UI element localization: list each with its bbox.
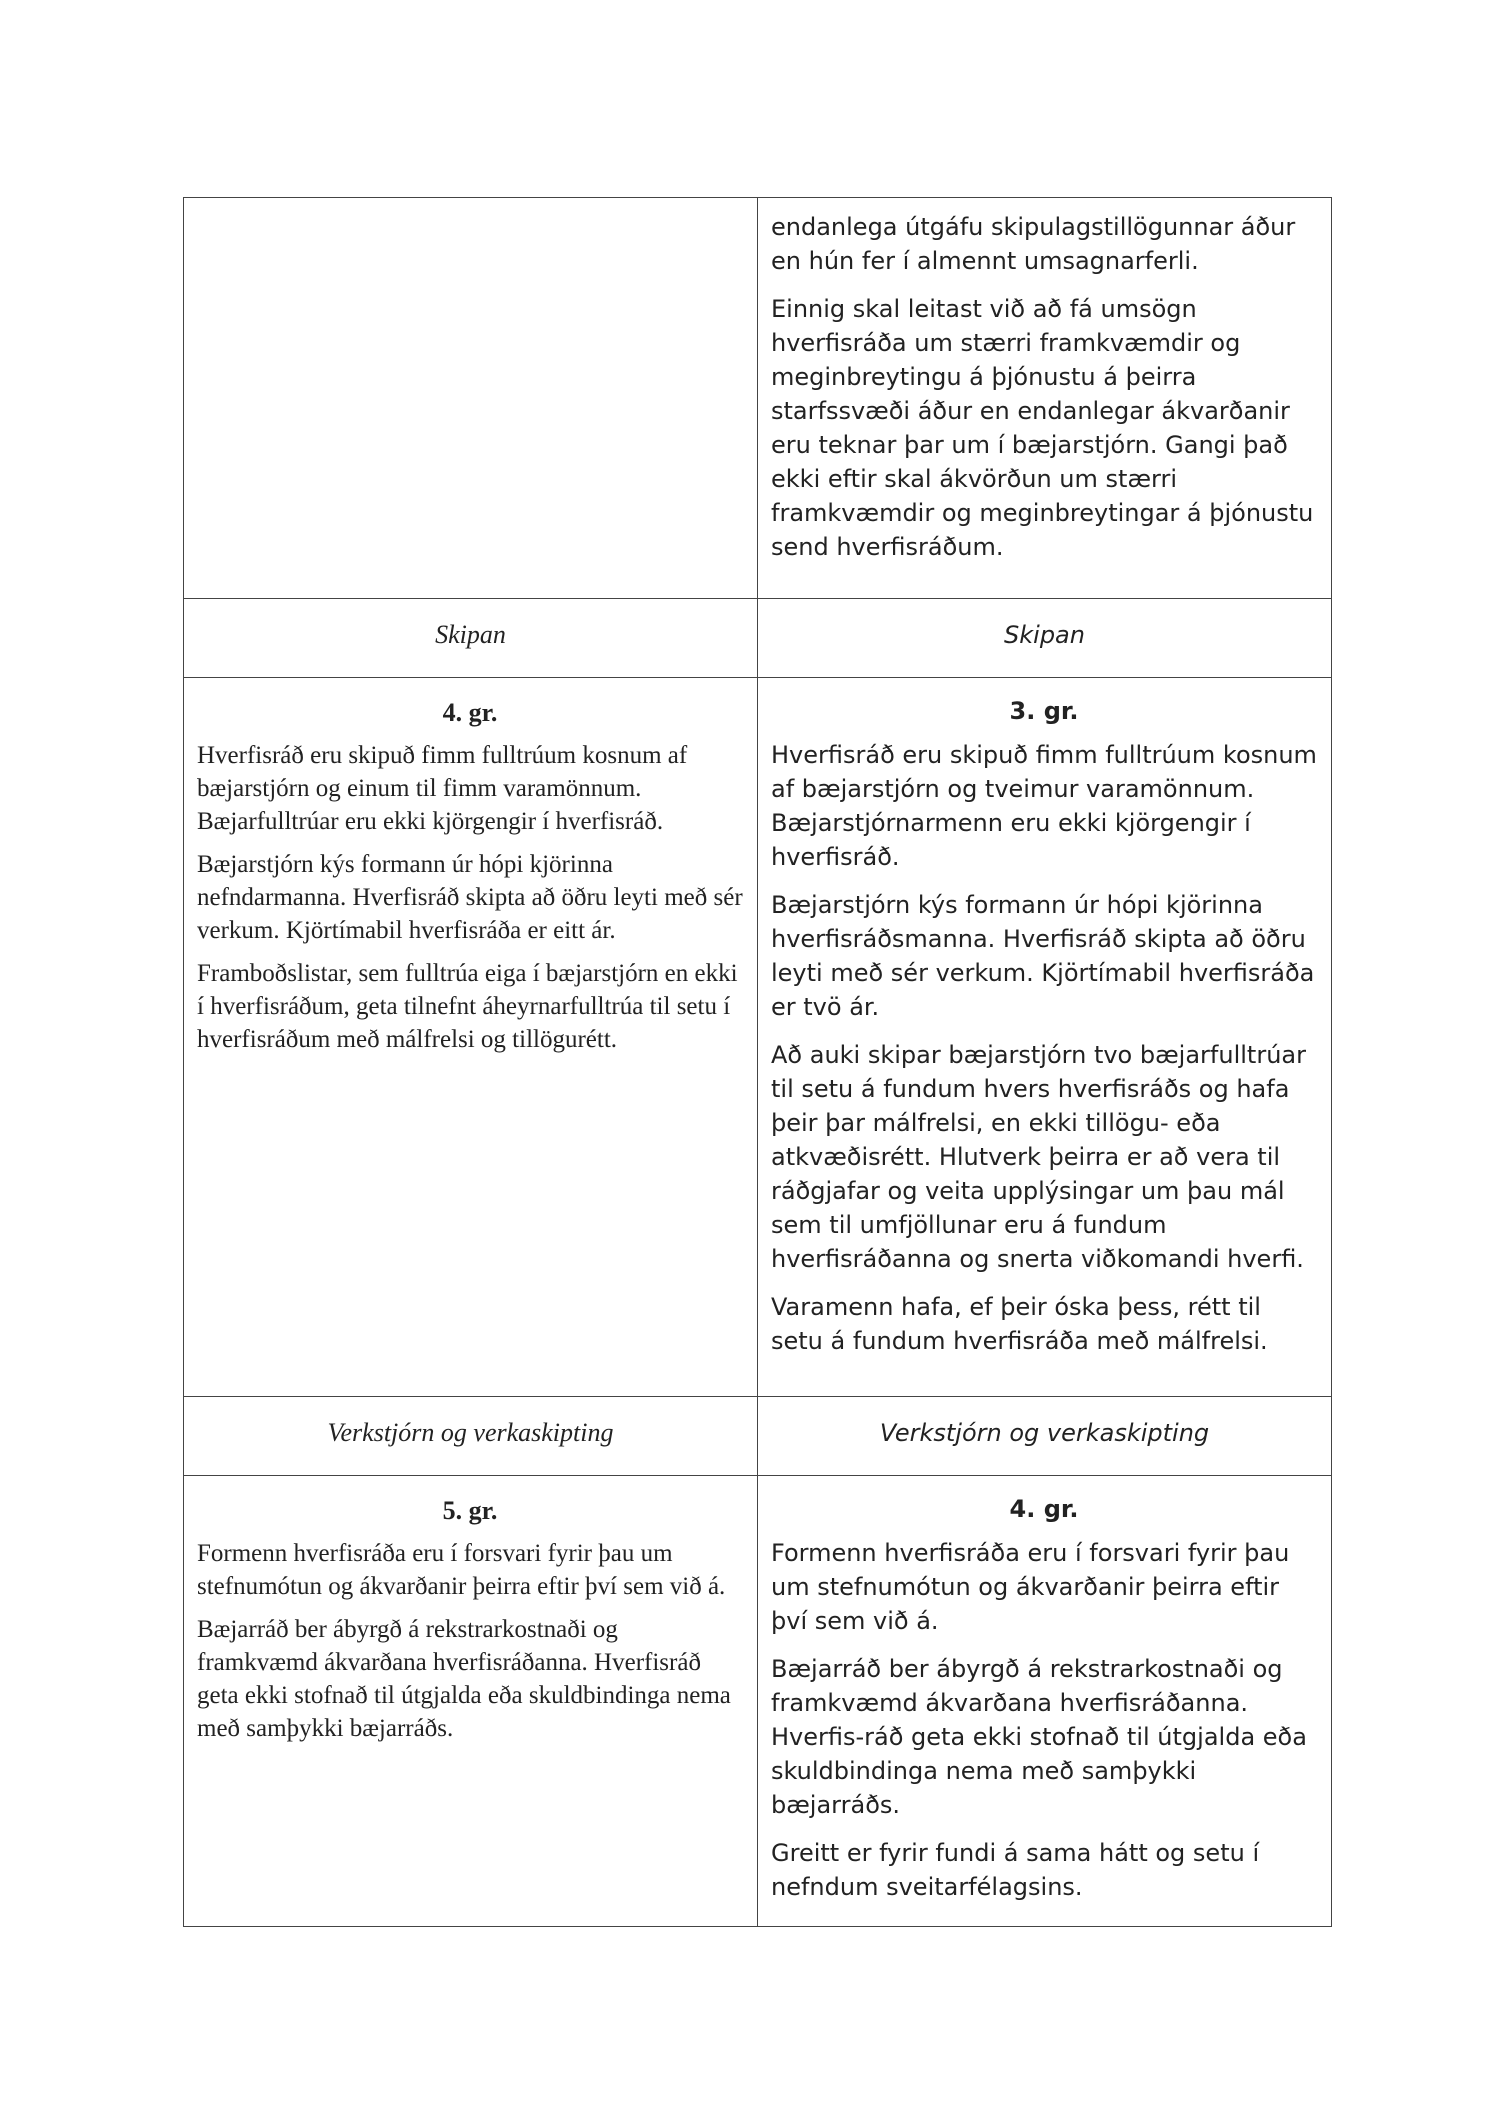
left-section-heading-cell	[184, 1397, 758, 1476]
table-row	[184, 599, 1332, 678]
table-row	[184, 678, 1332, 1397]
paragraph: Greitt er fyrir fundi á sama hátt og setu í nefndum sveitarfélagsins.	[771, 1839, 1260, 1901]
paragraph: Hverfisráð eru skipuð fimm fulltrúum kosnum af bæjarstjórn og tveimur varamönnum. Bæjarstjórnarmenn eru ekki kjörgengir í hverfisráð.	[771, 741, 1317, 871]
paragraph: endanlega útgáfu skipulagstillögunnar áður en hún fer í almennt umsagnarferli.	[771, 213, 1296, 275]
table-row	[184, 1476, 1332, 1927]
left-article-cell	[184, 678, 758, 1397]
article-number: 3. gr.	[1009, 697, 1079, 725]
paragraph: Að auki skipar bæjarstjórn tvo bæjarfulltrúar til setu á fundum hvers hverfisráðs og hafa þeir þar málfrelsi, en ekki tillögu- eða atkvæðisrétt. Hlutverk þeirra er að vera til ráðgjafar og veita upplýsingar um þau mál sem til umfjöllunar eru á fundum hverfisráðanna og snerta viðkomandi hverfi.	[771, 1041, 1306, 1273]
right-section-heading-cell	[758, 599, 1332, 678]
section-heading: Skipan	[1004, 621, 1085, 649]
table-row	[184, 1397, 1332, 1476]
paragraph: Einnig skal leitast við að fá umsögn hverfisráða um stærri framkvæmdir og meginbreytingu á þjónustu á þeirra starfssvæði áður en endanlegar ákvarðanir eru teknar þar um í bæjarstjórn. Gangi það ekki eftir skal ákvörðun um stærri framkvæmdir og meginbreytingar á þjónustu send hverfisráðum.	[771, 295, 1314, 561]
right-article-cell	[758, 678, 1332, 1397]
paragraph: Hverfisráð eru skipuð fimm fulltrúum kosnum af bæjarstjórn og einum til fimm varamönnum. Bæjarfulltrúar eru ekki kjörgengir í hverfisráð.	[197, 742, 688, 835]
article-number: 4. gr.	[442, 698, 498, 727]
section-heading: Verkstjórn og verkaskipting	[879, 1419, 1210, 1447]
article-number: 5. gr.	[442, 1496, 498, 1525]
paragraph: Bæjarráð ber ábyrgð á rekstrarkostnaði og framkvæmd ákvarðana hverfisráðanna. Hverfisráð geta ekki stofnað til útgjalda eða skuldbindinga nema með samþykki bæjarráðs.	[197, 1616, 731, 1742]
right-section-heading-cell	[758, 1397, 1332, 1476]
comparison-table	[183, 197, 1332, 1927]
paragraph: Framboðslistar, sem fulltrúa eiga í bæjarstjórn en ekki í hverfisráðum, geta tilnefnt áheyrnarfulltrúa til setu í hverfisráðum með málfrelsi og tillögurétt.	[197, 960, 738, 1053]
right-article-cell	[758, 1476, 1332, 1927]
section-heading: Skipan	[435, 620, 506, 649]
right-cell-continuation	[758, 198, 1332, 599]
left-section-heading-cell	[184, 599, 758, 678]
paragraph: Varamenn hafa, ef þeir óska þess, rétt til setu á fundum hverfisráða með málfrelsi.	[771, 1293, 1268, 1355]
left-article-cell	[184, 1476, 758, 1927]
paragraph: Bæjarstjórn kýs formann úr hópi kjörinna hverfisráðsmanna. Hverfisráð skipta að öðru leyti með sér verkum. Kjörtímabil hverfisráða er tvö ár.	[771, 891, 1315, 1021]
article-number: 4. gr.	[1009, 1495, 1079, 1523]
paragraph: Bæjarráð ber ábyrgð á rekstrarkostnaði og framkvæmd ákvarðana hverfisráðanna. Hverfis-ráð geta ekki stofnað til útgjalda eða skuldbindinga nema með samþykki bæjarráðs.	[771, 1655, 1307, 1819]
paragraph: Formenn hverfisráða eru í forsvari fyrir þau um stefnumótun og ákvarðanir þeirra eftir því sem við á.	[771, 1539, 1290, 1635]
left-cell-empty	[184, 198, 758, 599]
table-row	[184, 198, 1332, 599]
section-heading: Verkstjórn og verkaskipting	[327, 1418, 614, 1447]
paragraph: Formenn hverfisráða eru í forsvari fyrir þau um stefnumótun og ákvarðanir þeirra eftir því sem við á.	[197, 1540, 726, 1600]
paragraph: Bæjarstjórn kýs formann úr hópi kjörinna nefndarmanna. Hverfisráð skipta að öðru leyti með sér verkum. Kjörtímabil hverfisráða er eitt ár.	[197, 851, 743, 944]
